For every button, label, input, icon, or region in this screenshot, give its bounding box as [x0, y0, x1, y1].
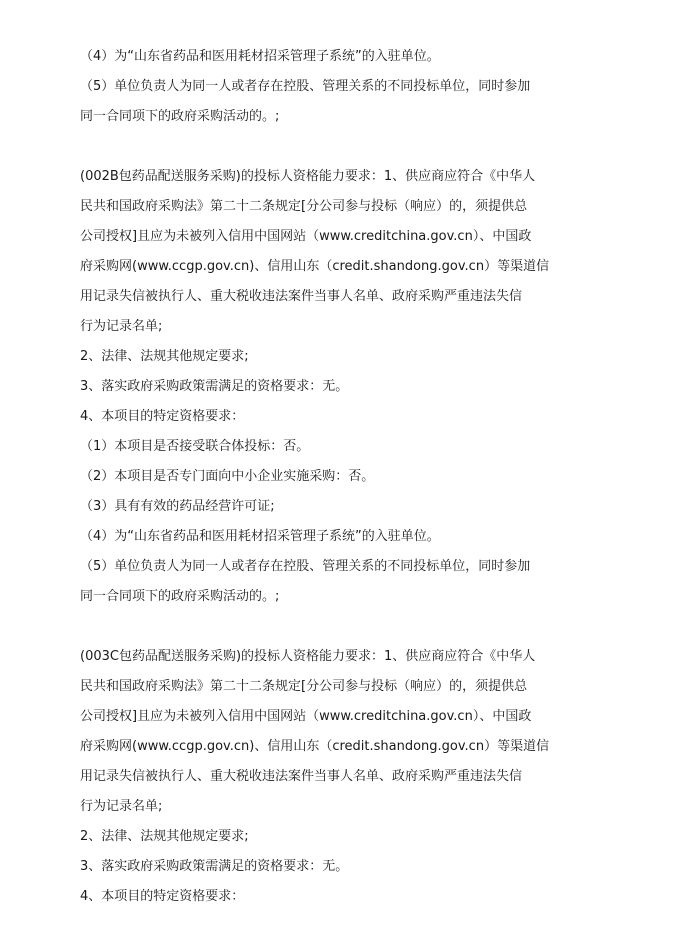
section-b-intro-line-4: 府采购网(www.ccgp.gov.cn)、信用山东（credit.shandong.gov.cn）等渠道信	[80, 259, 550, 274]
section-c-req-3: 3、落实政府采购政策需满足的资格要求：无。	[80, 859, 349, 874]
section-b-intro-line-3: 公司授权]且应为未被列入信用中国网站（www.creditchina.gov.cn）、中国政	[80, 229, 532, 244]
section-1-item-5-line-1: （5）单位负责人为同一人或者存在控股、管理关系的不同投标单位，同时参加	[80, 79, 531, 94]
section-b-sub-5-line-2: 同一合同项下的政府采购活动的。;	[80, 589, 280, 604]
section-b-sub-2: （2）本项目是否专门面向中小企业实施采购：否。	[80, 469, 375, 484]
section-1-item-5-line-2: 同一合同项下的政府采购活动的。;	[80, 109, 280, 124]
section-b-intro-line-6: 行为记录名单;	[80, 319, 163, 334]
section-b-sub-5-line-1: （5）单位负责人为同一人或者存在控股、管理关系的不同投标单位，同时参加	[80, 559, 531, 574]
section-c-intro-line-6: 行为记录名单;	[80, 799, 163, 814]
section-c-intro-line-3: 公司授权]且应为未被列入信用中国网站（www.creditchina.gov.cn）、中国政	[80, 709, 532, 724]
section-c-intro-line-4: 府采购网(www.ccgp.gov.cn)、信用山东（credit.shandong.gov.cn）等渠道信	[80, 739, 550, 754]
section-b-sub-4: （4）为“山东省药品和医用耗材招采管理子系统”的入驻单位。	[80, 529, 440, 544]
section-b-intro-line-2: 民共和国政府采购法》第二十二条规定[分公司参与投标（响应）的，须提供总	[80, 199, 528, 214]
section-b-req-3: 3、落实政府采购政策需满足的资格要求：无。	[80, 379, 349, 394]
section-1-item-4: （4）为“山东省药品和医用耗材招采管理子系统”的入驻单位。	[80, 49, 440, 64]
section-b-intro-line-5: 用记录失信被执行人、重大税收违法案件当事人名单、政府采购严重违法失信	[80, 289, 523, 304]
section-b-sub-3: （3）具有有效的药品经营许可证;	[80, 499, 275, 514]
section-b-intro-line-1: (002B包药品配送服务采购)的投标人资格能力要求：1、供应商应符合《中华人	[80, 169, 536, 184]
section-b-sub-1: （1）本项目是否接受联合体投标：否。	[80, 439, 310, 454]
section-b-req-4: 4、本项目的特定资格要求：	[80, 409, 245, 424]
section-b-req-2: 2、法律、法规其他规定要求;	[80, 349, 249, 364]
section-c-intro-line-2: 民共和国政府采购法》第二十二条规定[分公司参与投标（响应）的，须提供总	[80, 679, 528, 694]
section-c-req-4: 4、本项目的特定资格要求：	[80, 889, 245, 904]
section-c-req-2: 2、法律、法规其他规定要求;	[80, 829, 249, 844]
section-c-intro-line-5: 用记录失信被执行人、重大税收违法案件当事人名单、政府采购严重违法失信	[80, 769, 523, 784]
section-c-intro-line-1: (003C包药品配送服务采购)的投标人资格能力要求：1、供应商应符合《中华人	[80, 649, 536, 664]
